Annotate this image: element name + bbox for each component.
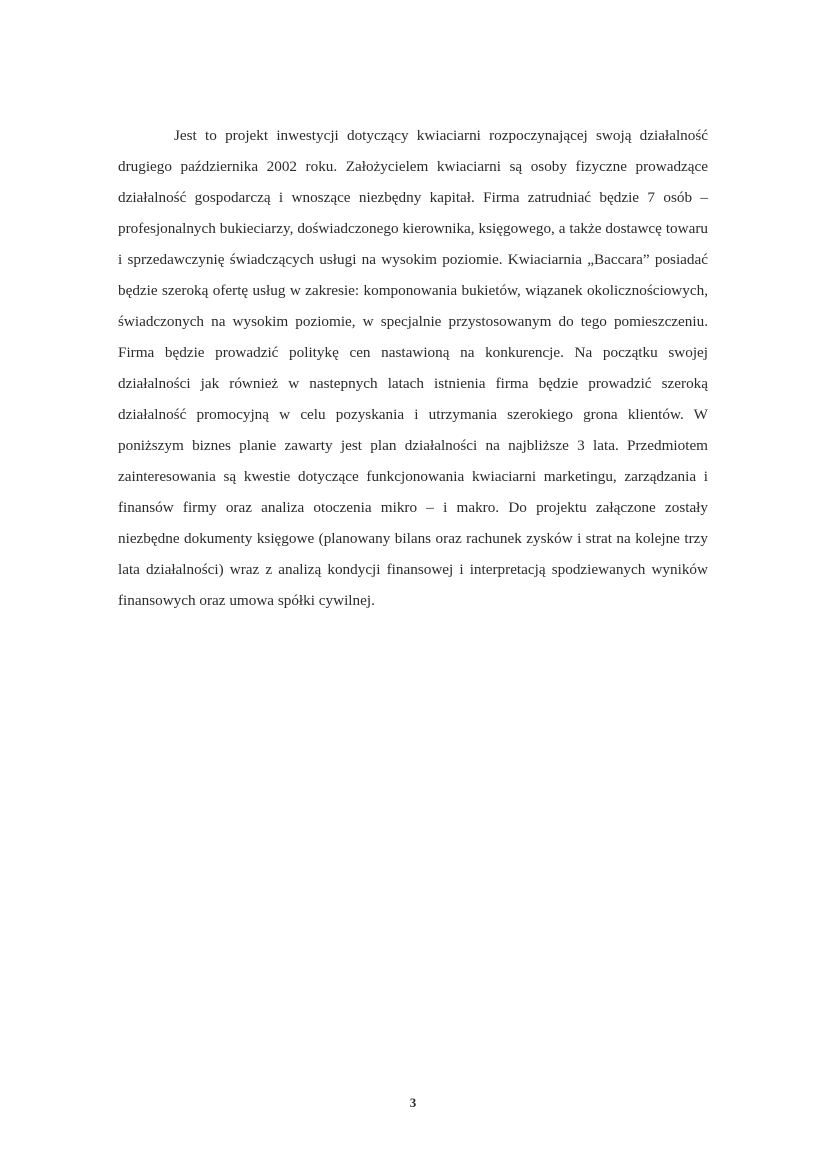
page-content bbox=[118, 120, 708, 616]
page-number: 3 bbox=[409, 1095, 417, 1110]
paragraph-intro: Jest to projekt inwestycji dotyczący kwiaciarni rozpoczynającej swoją działalność drugiego października 2002 roku. Założycielem kwiaciarni są osoby fizyczne prowadzące działalność gospodarczą i wnoszące niezbędny kapitał. Firma zatrudniać będzie 7 osób – profesjonalnych bukieciarzy, doświadczonego kierownika, księgowego, a także dostawcę towaru i sprzedawczynię świadczących usługi na wysokim poziomie. Kwiaciarnia „Baccara” posiadać będzie szeroką ofertę usług w zakresie: komponowania bukietów, wiązanek okolicznościowych, świadczonych na wysokim poziomie, w specjalnie przystosowanym do tego pomieszczeniu. Firma będzie prowadzić politykę cen nastawioną na konkurencje. Na początku swojej działalności jak również w nastepnych latach istnienia firma będzie prowadzić szeroką działalność promocyjną w celu pozyskania i utrzymania szerokiego grona klientów. W poniższym biznes planie zawarty jest plan działalności na najbliższe 3 lata. Przedmiotem zainteresowania są kwestie dotyczące funkcjonowania kwiaciarni marketingu, zarządzania i finansów firmy oraz analiza otoczenia mikro – i makro. Do projektu załączone zostały niezbędne dokumenty księgowe (planowany bilans oraz rachunek zysków i strat na kolejne trzy lata działalności) wraz z analizą kondycji finansowej i interpretacją spodziewanych wyników finansowych oraz umowa spółki cywilnej. bbox=[118, 127, 708, 609]
